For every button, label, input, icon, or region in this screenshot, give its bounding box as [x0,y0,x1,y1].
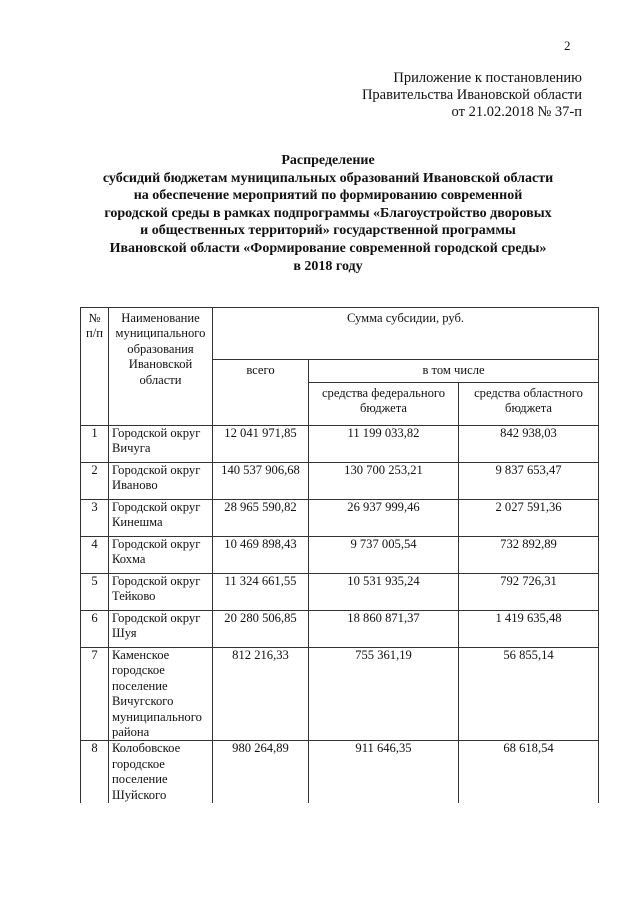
table-row [81,426,599,463]
row-federal: 911 646,35 [309,741,459,804]
row-regional: 68 618,54 [459,741,599,804]
table-row [81,574,599,611]
header-name: Наименование муниципального образования Ивановской области [109,308,213,426]
row-num: 8 [81,741,109,804]
row-federal: 9 737 005,54 [309,537,459,574]
table-row [81,741,599,804]
row-name: Городской округ Кинешма [109,500,213,537]
table-row [81,463,599,500]
row-federal: 130 700 253,21 [309,463,459,500]
row-total: 11 324 661,55 [213,574,309,611]
row-total: 12 041 971,85 [213,426,309,463]
title-line-1: Распределение [281,153,375,168]
row-regional: 56 855,14 [459,648,599,741]
title-line-4: городской среды в рамках подпрограммы «Благоустройство дворовых [104,205,552,221]
header-including: в том числе [309,360,599,383]
table-row [81,611,599,648]
row-federal: 10 531 935,24 [309,574,459,611]
row-name: Городской округ Иваново [109,463,213,500]
row-federal: 26 937 999,46 [309,500,459,537]
row-regional: 842 938,03 [459,426,599,463]
title-line-6: Ивановской области «Формирование современной городской среды» [109,240,547,256]
appendix-line-1: Приложение к постановлению [393,70,582,86]
row-regional: 1 419 635,48 [459,611,599,648]
row-total: 140 537 906,68 [213,463,309,500]
header-num: № п/п [81,308,109,426]
row-name: Городской округ Шуя [109,611,213,648]
row-num: 5 [81,574,109,611]
row-regional: 2 027 591,36 [459,500,599,537]
title-line-2: субсидий бюджетам муниципальных образований Ивановской области [102,170,554,186]
row-name: Колобовское городское поселение Шуйского [109,741,213,804]
table-row [81,537,599,574]
row-num: 3 [81,500,109,537]
row-regional: 732 892,89 [459,537,599,574]
row-total: 10 469 898,43 [213,537,309,574]
row-num: 7 [81,648,109,741]
header-sum: Сумма субсидии, руб. [213,308,599,360]
header-regional: средства областного бюджета [459,383,599,426]
row-num: 4 [81,537,109,574]
page-number: 2 [564,38,571,53]
row-federal: 11 199 033,82 [309,426,459,463]
row-total: 20 280 506,85 [213,611,309,648]
row-num: 1 [81,426,109,463]
header-federal: средства федерального бюджета [309,383,459,426]
appendix-note [362,70,582,121]
row-total: 28 965 590,82 [213,500,309,537]
table-row [81,500,599,537]
row-regional: 792 726,31 [459,574,599,611]
subsidy-table [80,307,599,803]
appendix-line-3: от 21.02.2018 № 37-п [451,104,582,120]
title-line-3: на обеспечение мероприятий по формированию современной [133,188,523,204]
row-num: 6 [81,611,109,648]
row-total: 980 264,89 [213,741,309,804]
row-name: Городской округ Вичуга [109,426,213,463]
row-num: 2 [81,463,109,500]
row-federal: 18 860 871,37 [309,611,459,648]
row-total: 812 216,33 [213,648,309,741]
document-title [70,152,586,275]
row-regional: 9 837 653,47 [459,463,599,500]
title-line-5: и общественных территорий» государственной программы [140,223,516,239]
row-name: Городской округ Тейково [109,574,213,611]
header-total: всего [213,360,309,426]
appendix-line-2: Правительства Ивановской области [361,87,582,103]
header-row-1 [81,308,599,360]
row-federal: 755 361,19 [309,648,459,741]
row-name: Городской округ Кохма [109,537,213,574]
row-name: Каменское городское поселение Вичугского муниципального района [109,648,213,741]
table-row [81,648,599,741]
title-line-7: в 2018 году [293,258,363,274]
